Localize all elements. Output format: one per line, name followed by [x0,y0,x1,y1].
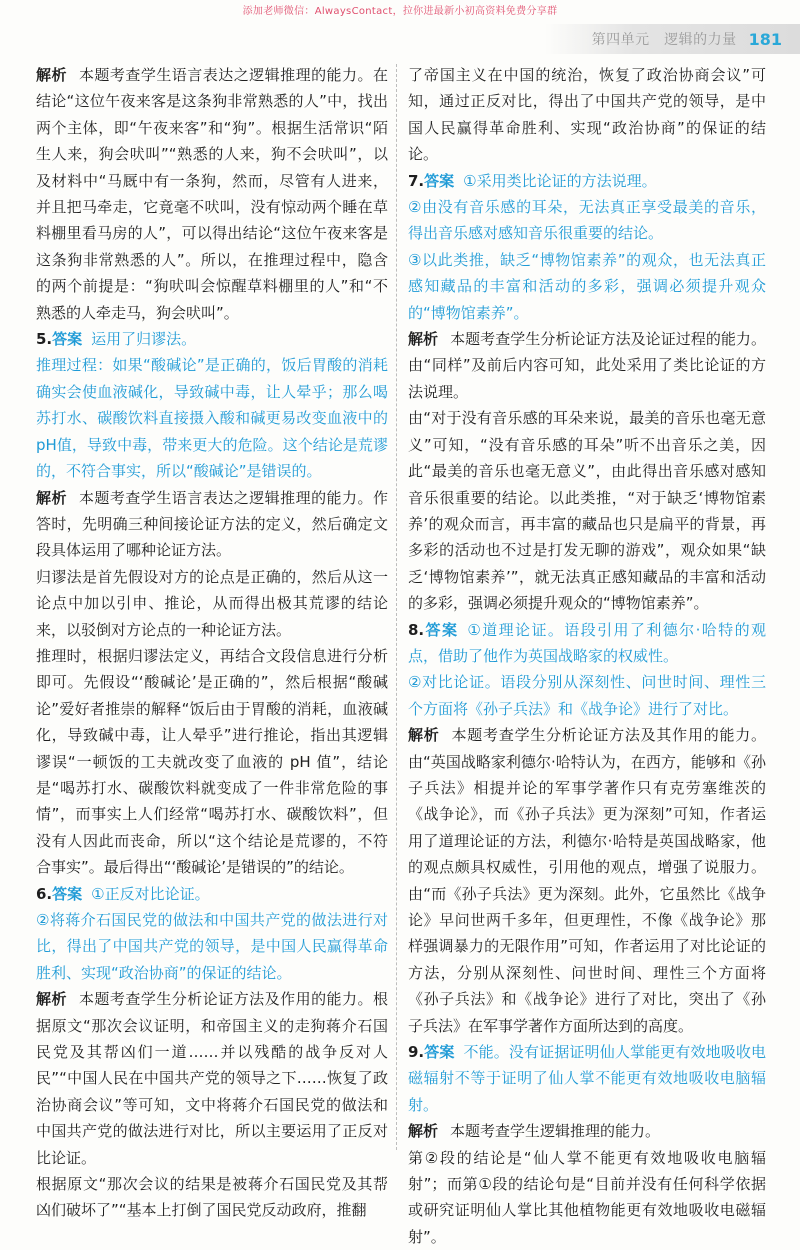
analysis-text: 本题考查学生分析论证方法及论证过程的能力。由“同样”及前后内容可知，此处采用了类比论证的方法说理。 [408,330,766,401]
analysis-text: 本题考查学生分析论证方法及其作用的能力。由“英国战略家利德尔·哈特认为，在西方，能够和《孙子兵法》相提并论的军事学著作只有克劳塞维茨的《战争论》，而《孙子兵法》更为深刻”可知，作者运用了道理论证的方法，利德尔·哈特是英国战略家，他的观点颇具权威性，引用他的观点，增强了说服力。由“而《孙子兵法》更为深刻。此外，它虽然比《战争论》早问世两千多年，但更理性，不像《战争论》那样强调暴力的无限作用”可知，作者运用了对比论证的方法，分别从深刻性、问世时间、理性三个方面将《孙子兵法》和《战争论》进行了对比，突出了《孙子兵法》在军事学著作方面所达到的高度。 [408,726,766,1035]
analysis-paragraph [36,485,388,564]
body-paragraph: 推理时，根据归谬法定义，再结合文段信息进行分析即可。先假设“‘酸碱论’是正确的”，然后根据“酸碱论”爱好者推崇的解释“饭后由于胃酸的消耗，血液碱化，导致碱中毒，让人晕乎”进行推论，指出其逻辑谬误“一顿饭的工夫就改变了血液的 pH 值”，结论是“喝苏打水、碳酸饮料就变成了一件非常危险的事情”，而事实上人们经常“喝苏打水、碳酸饮料”，但没有人因此而丧命，所以“这个结论是荒谬的，不符合事实”。最后得出“‘酸碱论’是错误的”的结论。 [36,646,388,877]
right-column [408,62,766,1250]
analysis-label: 解析 [36,66,67,84]
analysis-paragraph [36,986,388,1171]
question-number: 9. [408,1043,425,1062]
analysis-paragraph [408,326,766,405]
analysis-text: 本题考查学生语言表达之逻辑推理的能力。在结论“这位午夜来客是这条狗非常熟悉的人”中，找出两个主体，即“午夜来客”和“狗”。根据生活常识“陌生人来，狗会吠叫”“熟悉的人来，狗不会吠叫”，以及材料中“马厩中有一条狗，然而，尽管有人进来，并且把马牵走，它竟毫不吠叫，没有惊动两个睡在草料棚里看马房的人”，可以得出结论“这位午夜来客是这条狗非常熟悉的人”。所以，在推理过程中，隐含的两个前提是：“狗吠叫会惊醒草料棚里的人”和“不熟悉的人牵走马，狗会吠叫”。 [36,66,388,322]
top-watermark-note: 添加老师微信：AlwaysContact，拉你进最新小初高资料免费分享群 [242,6,558,17]
question-number: 7. [408,171,425,190]
left-column [36,62,388,1224]
question-number: 8. [408,620,425,639]
analysis-paragraph [408,722,766,1039]
answer-paragraph [408,1039,766,1118]
analysis-label: 解析 [408,330,439,349]
answer-text: 运用了归谬法。 [91,330,197,349]
analysis-label: 解析 [36,990,67,1009]
answer-text: 不能。没有证据证明仙人掌能更有效地吸收电磁辐射不等于证明了仙人掌不能更有效地吸收电脑辐射。 [408,1043,766,1114]
answer-continuation: 推理过程：如果“酸碱论”是正确的，饭后胃酸的消耗确实会使血液碱化，导致碱中毒，让人晕乎；那么喝苏打水、碳酸饮料直接摄入酸和碱更易改变血液中的pH值，导致中毒，带来更大的危险。这个结论是荒谬的，不符合事实，所以“酸碱论”是错误的。 [36,356,388,481]
body-paragraph: 了帝国主义在中国的统治，恢复了政治协商会议”可知，通过正反对比，得出了中国共产党的领导，是中国人民赢得革命胜利、实现“政治协商”的保证的结论。 [408,66,766,164]
answer-paragraph [36,326,388,352]
answer-continuation: ③以此类推，缺乏“博物馆素养”的观众，也无法真正感知藏品的丰富和活动的多彩，强调必须提升观众的“博物馆素养”。 [408,250,766,322]
column-divider [396,64,397,1150]
unit-title: 第四单元 逻辑的力量 [591,32,737,48]
answer-label: 答案 [424,620,459,639]
body-paragraph: 根据原文“那次会议的结果是被蒋介石国民党及其帮凶们破坏了”“基本上打倒了国民党反动政府，推翻 [36,1175,388,1220]
answer-text: ①采用类比论证的方法说理。 [463,171,657,190]
answer-paragraph [36,881,388,907]
answer-text: ①正反对比论证。 [91,884,210,903]
body-paragraph: 第②段的结论是“仙人掌不能更有效地吸收电脑辐射”；而第①段的结论句是“目前并没有任何科学依据或研究证明仙人掌比其他植物能更有效地吸收电磁辐射”。 [408,1148,766,1246]
answer-label: 答案 [424,171,455,190]
answer-continuation: ②由没有音乐感的耳朵，无法真正享受最美的音乐，得出音乐感对感知音乐很重要的结论。 [408,198,766,243]
answer-continuation: ②对比论证。语段分别从深刻性、问世时间、理性三个方面将《孙子兵法》和《战争论》进行了对比。 [408,673,766,718]
analysis-paragraph [408,1118,766,1144]
body-paragraph: 由“对于没有音乐感的耳朵来说，最美的音乐也毫无意义”可知，“没有音乐感的耳朵”听不出音乐之美，因此“最美的音乐也毫无意义”，由此得出音乐感对感知音乐很重要的结论。以此类推，“对于缺乏‘博物馆素养’的观众而言，再丰富的藏品也只是扁平的背景，再多彩的活动也不过是打发无聊的游戏”，观众如果“缺乏‘博物馆素养’”，就无法真正感知藏品的丰富和活动的多彩，强调必须提升观众的“博物馆素养”。 [408,409,766,613]
analysis-text: 本题考查学生分析论证方法及作用的能力。根据原文“那次会议证明，和帝国主义的走狗蒋介石国民党及其帮凶们一道……并以残酷的战争反对人民”“中国人民在中国共产党的领导之下……恢复了政治协商会议”等可知，文中将蒋介石国民党的做法和中国共产党的做法进行对比，所以主要运用了正反对比论证。 [36,990,388,1167]
analysis-label: 解析 [408,726,440,745]
page-number: 181 [748,29,782,49]
analysis-label: 解析 [408,1122,439,1141]
answer-label: 答案 [52,884,83,903]
page-header [545,24,800,54]
analysis-text: 本题考查学生逻辑推理的能力。 [450,1122,661,1141]
answer-paragraph [408,617,766,670]
question-number: 6. [36,884,53,903]
answer-label: 答案 [52,330,83,349]
answer-continuation: ②将蒋介石国民党的做法和中国共产党的做法进行对比，得出了中国共产党的领导，是中国人民赢得革命胜利、实现“政治协商”的保证的结论。 [36,911,388,982]
answer-label: 答案 [424,1043,455,1062]
question-number: 5. [36,330,53,349]
body-paragraph: 归谬法是首先假设对方的论点是正确的，然后从这一论点中加以引申、推论，从而得出极其荒谬的结论来，以驳倒对方论点的一种论证方法。 [36,567,388,639]
analysis-text: 本题考查学生语言表达之逻辑推理的能力。作答时，先明确三种间接论证方法的定义，然后确定文段具体运用了哪种论证方法。 [36,488,388,560]
analysis-paragraph [36,62,388,326]
answer-text: ①道理论证。语段引用了利德尔·哈特的观点，借助了他作为英国战略家的权威性。 [408,620,766,665]
analysis-label: 解析 [36,488,67,507]
answer-paragraph [408,168,766,194]
